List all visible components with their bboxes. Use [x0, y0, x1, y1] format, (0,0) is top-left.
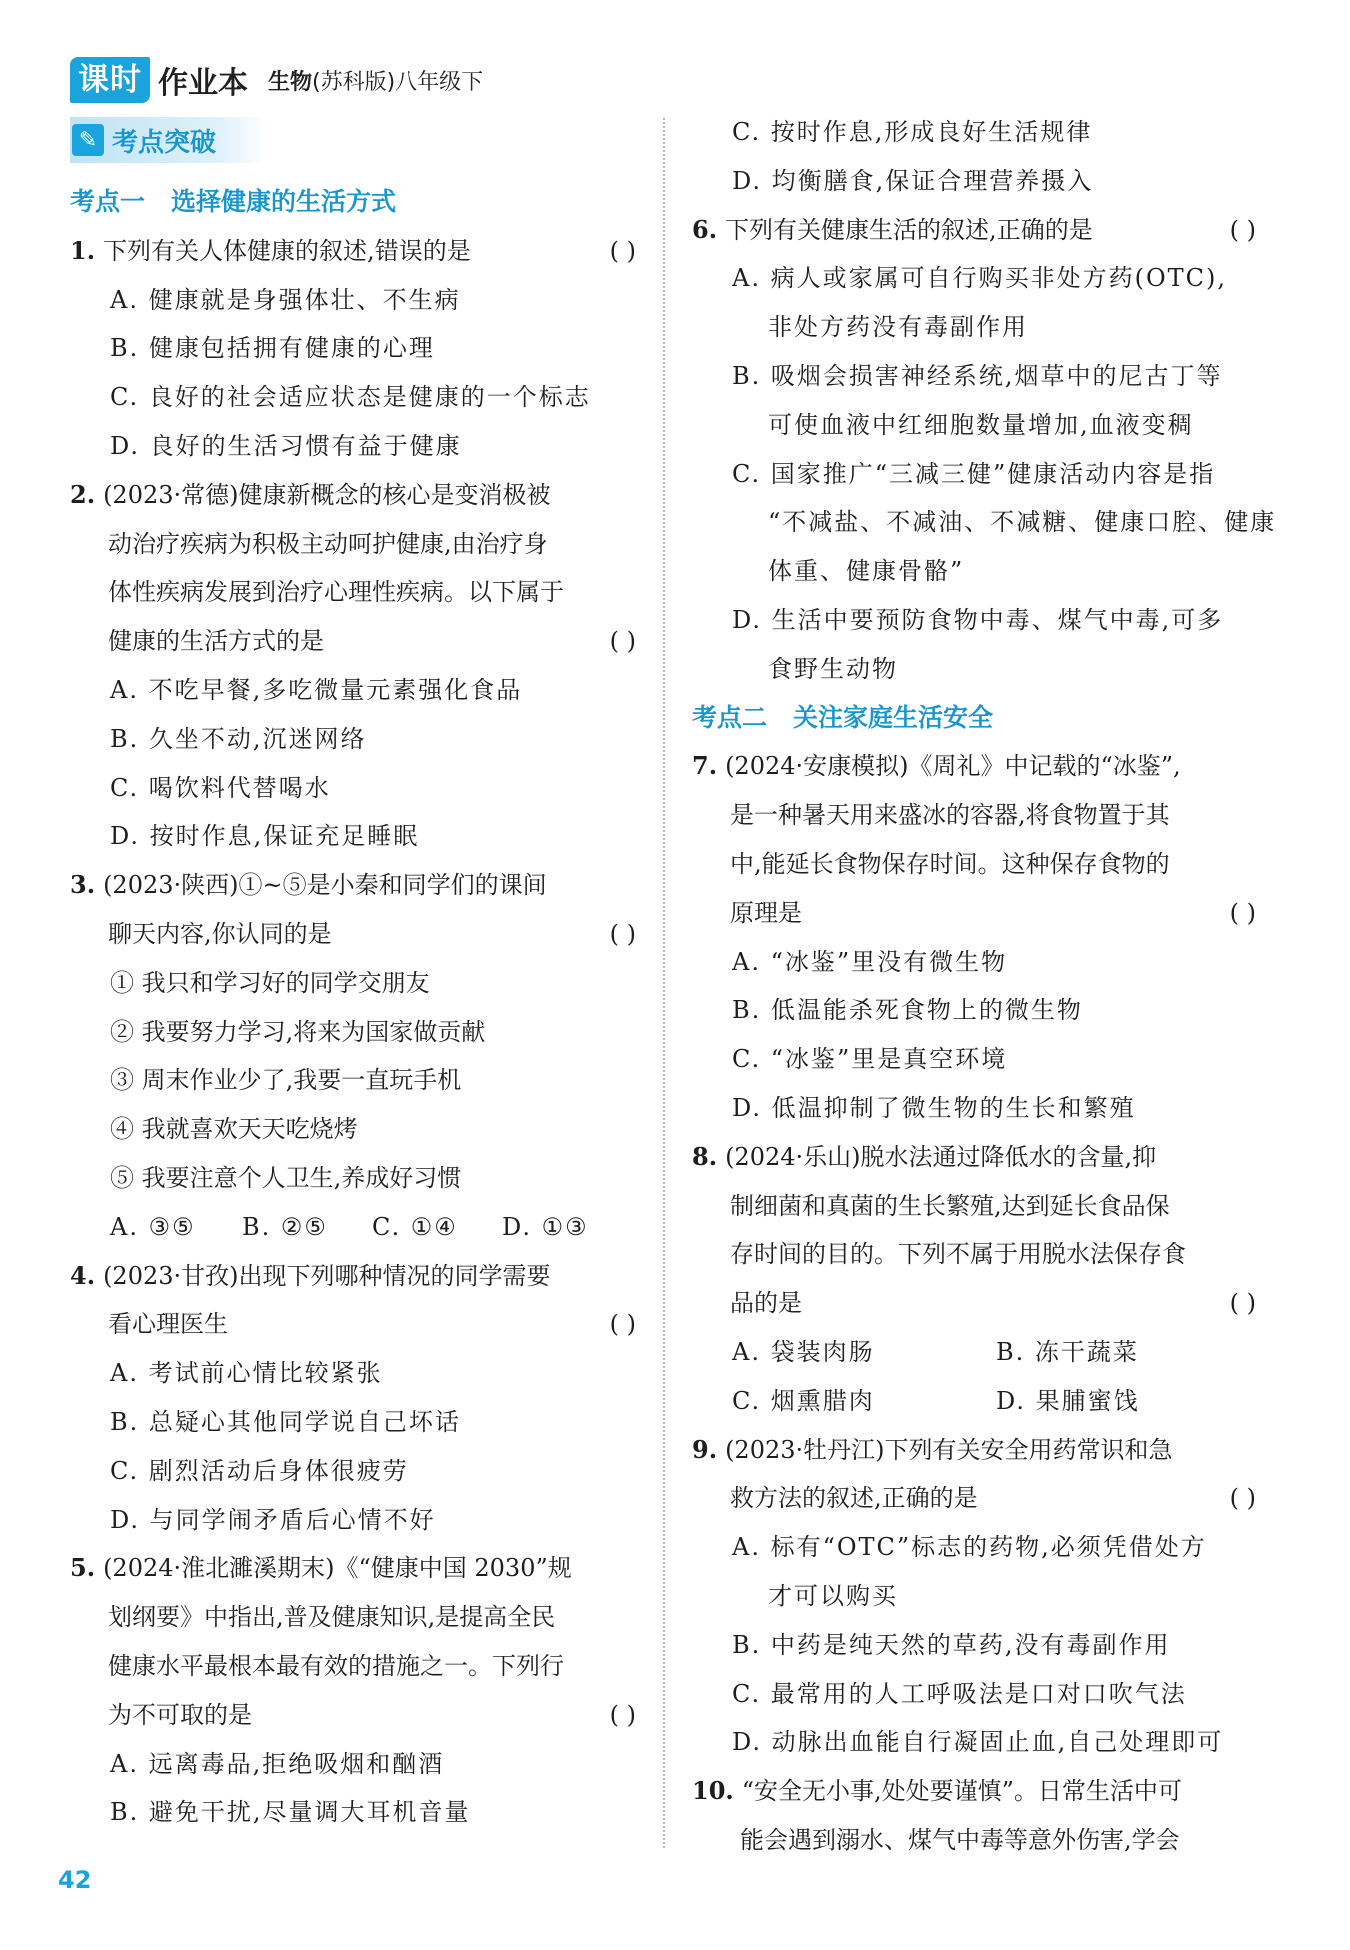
book-logo: 课时 — [70, 57, 150, 103]
option: D. 与同学闹矛盾后心情不好 — [110, 1505, 436, 1534]
question-stem: 8. (2024·乐山)脱水法通过降低水的含量,抑 — [692, 1141, 1157, 1171]
question-number: 7. — [692, 751, 718, 781]
option: A. 考试前心情比较紧张 — [110, 1359, 383, 1388]
option: C. 国家推广“三减三健”健康活动内容是指 — [732, 459, 1216, 488]
option: D. 生活中要预防食物中毒、煤气中毒,可多 — [732, 605, 1224, 634]
option: B. 冻干蔬菜 — [996, 1337, 1139, 1366]
answer-bracket: ( ) — [609, 236, 636, 265]
option: B. 健康包括拥有健康的心理 — [110, 334, 435, 363]
option-continuation: 非处方药没有毒副作用 — [768, 313, 1028, 342]
question-stem-line: 品的是 ( ) — [692, 1279, 1262, 1328]
option: D. 良好的生活习惯有益于健康 — [110, 431, 462, 460]
question-stem: 3. (2023·陕西)①~⑤是小秦和同学们的课间 — [70, 870, 547, 900]
question-stem: 4. (2023·甘孜)出现下列哪种情况的同学需要 — [70, 1260, 551, 1290]
option: A. 远离毒品,拒绝吸烟和酗酒 — [110, 1749, 445, 1778]
question-stem-line: 划纲要》中指出,普及健康知识,是提高全民 — [108, 1603, 556, 1632]
question-stem-line: 健康的生活方式的是 ( ) — [70, 617, 642, 666]
option: C. 烟熏腊肉 — [732, 1386, 875, 1415]
question-stem-line: 动治疗疾病为积极主动呵护健康,由治疗身 — [108, 529, 548, 558]
question-number: 10. — [692, 1776, 734, 1806]
column-divider — [663, 118, 665, 1848]
option: B. 久坐不动,沉迷网络 — [110, 724, 367, 753]
answer-bracket: ( ) — [1229, 1289, 1256, 1318]
answer-bracket: ( ) — [609, 1700, 636, 1729]
option: A. 袋装肉肠 — [732, 1337, 875, 1366]
option: B. 避免干扰,尽量调大耳机音量 — [110, 1798, 471, 1827]
question-stem: 7. (2024·安康模拟)《周礼》中记载的“冰鉴”, — [692, 751, 1181, 781]
question-number: 4. — [70, 1260, 96, 1290]
option: C. 喝饮料代替喝水 — [110, 773, 331, 802]
pencil-icon: ✎ — [72, 124, 104, 156]
option: B. ②⑤ — [242, 1212, 328, 1241]
question-stem-line: 中,能延长食物保存时间。这种保存食物的 — [730, 849, 1170, 878]
question-number: 8. — [692, 1141, 718, 1171]
answer-bracket: ( ) — [609, 627, 636, 656]
option: C. 良好的社会适应状态是健康的一个标志 — [110, 383, 591, 412]
left-column — [70, 178, 642, 1837]
option-continuation: 可使血液中红细胞数量增加,血液变稠 — [768, 410, 1194, 439]
option: B. 吸烟会损害神经系统,烟草中的尼古丁等 — [732, 361, 1223, 390]
book-header — [70, 55, 483, 105]
option: C. 按时作息,形成良好生活规律 — [732, 118, 1093, 146]
option: D. 均衡膳食,保证合理营养摄入 — [732, 166, 1094, 195]
statement-item: ① 我只和学习好的同学交朋友 — [110, 968, 430, 997]
question-stem-line: 能会遇到溺水、煤气中毒等意外伤害,学会 — [740, 1825, 1180, 1854]
option: D. 果脯蜜饯 — [996, 1386, 1140, 1415]
option: A. “冰鉴”里没有微生物 — [732, 947, 1008, 976]
question-stem: 5. (2024·淮北濉溪期末)《“健康中国 2030”规 — [70, 1553, 572, 1583]
statement-item: ② 我要努力学习,将来为国家做贡献 — [110, 1017, 486, 1046]
option: A. 病人或家属可自行购买非处方药(OTC), — [732, 264, 1227, 293]
question-stem-line: 存时间的目的。下列不属于用脱水法保存食 — [730, 1240, 1186, 1269]
question-stem-line: 看心理医生 ( ) — [70, 1300, 642, 1349]
option: D. 动脉出血能自行凝固止血,自己处理即可 — [732, 1728, 1224, 1757]
answer-bracket: ( ) — [609, 1310, 636, 1339]
question-stem-line: 制细菌和真菌的生长繁殖,达到延长食品保 — [730, 1191, 1170, 1220]
question-stem-line: 原理是 ( ) — [692, 889, 1262, 938]
option-continuation: “不减盐、不减油、不减糖、健康口腔、健康 — [768, 508, 1277, 537]
option: B. 低温能杀死食物上的微生物 — [732, 996, 1083, 1025]
question-stem-line: 为不可取的是 ( ) — [70, 1691, 642, 1740]
topic-title: 选择健康的生活方式 — [171, 187, 397, 216]
option-continuation: 食野生动物 — [768, 654, 898, 683]
book-logo-suffix: 作业本 — [158, 66, 248, 101]
option-continuation: 才可以购买 — [768, 1581, 898, 1610]
option: B. 中药是纯天然的草药,没有毒副作用 — [732, 1630, 1171, 1659]
answer-bracket: ( ) — [1229, 1484, 1256, 1513]
option: C. 最常用的人工呼吸法是口对口吹气法 — [732, 1679, 1187, 1708]
option-continuation: 体重、健康骨骼” — [768, 557, 965, 586]
question-stem-line: 聊天内容,你认同的是 ( ) — [70, 910, 642, 959]
question-number: 3. — [70, 870, 96, 900]
option-row — [692, 1377, 1262, 1426]
statement-item: ⑤ 我要注意个人卫生,养成好习惯 — [110, 1163, 462, 1192]
question-number: 6. — [692, 214, 718, 244]
option: D. ①③ — [502, 1212, 589, 1241]
question-stem-line: 健康水平最根本最有效的措施之一。下列行 — [108, 1651, 564, 1680]
page-number: 42 — [58, 1866, 92, 1894]
option: A. 健康就是身强体壮、不生病 — [110, 285, 461, 314]
topic-title: 关注家庭生活安全 — [793, 702, 994, 732]
answer-bracket: ( ) — [1229, 215, 1256, 244]
question-number: 9. — [692, 1434, 718, 1464]
topic-heading — [70, 178, 642, 227]
question-stem-line: 救方法的叙述,正确的是 ( ) — [692, 1474, 1262, 1523]
option: A. 不吃早餐,多吃微量元素强化食品 — [110, 675, 523, 704]
option-row — [692, 1328, 1262, 1377]
question-number: 5. — [70, 1553, 96, 1583]
topic-label: 考点二 — [692, 702, 768, 732]
option: D. 低温抑制了微生物的生长和繁殖 — [732, 1093, 1136, 1122]
right-column — [692, 108, 1277, 1865]
section-banner — [70, 117, 268, 163]
question-number: 2. — [70, 479, 96, 509]
question-stem-line: 体性疾病发展到治疗心理性疾病。以下属于 — [108, 578, 564, 607]
statement-item: ④ 我就喜欢天天吃烧烤 — [110, 1115, 358, 1144]
question-stem: 1. 下列有关人体健康的叙述,错误的是 ( ) — [70, 227, 642, 276]
topic-label: 考点一 — [70, 187, 146, 216]
question-stem-line: 是一种暑天用来盛冰的容器,将食物置于其 — [730, 801, 1170, 830]
option: A. 标有“OTC”标志的药物,必须凭借处方 — [732, 1533, 1207, 1562]
question-stem: 2. (2023·常德)健康新概念的核心是变消极被 — [70, 479, 551, 509]
option: C. “冰鉴”里是真空环境 — [732, 1045, 1008, 1074]
book-edition: (苏科版)八年级下 — [312, 69, 484, 95]
question-stem: 6. 下列有关健康生活的叙述,正确的是 ( ) — [692, 206, 1262, 255]
option: A. ③⑤ — [110, 1212, 196, 1241]
option: C. 剧烈活动后身体很疲劳 — [110, 1456, 409, 1485]
option-row — [70, 1203, 642, 1252]
option: C. ①④ — [372, 1212, 458, 1241]
book-subject: 生物 — [268, 69, 313, 95]
section-banner-title: 考点突破 — [112, 127, 217, 158]
question-stem: 10. “安全无小事,处处要谨慎”。日常生活中可 — [692, 1776, 1182, 1806]
statement-item: ③ 周末作业少了,我要一直玩手机 — [110, 1066, 462, 1095]
answer-bracket: ( ) — [609, 919, 636, 948]
topic-heading — [692, 694, 1262, 743]
option: D. 按时作息,保证充足睡眠 — [110, 822, 420, 851]
question-stem: 9. (2023·牡丹江)下列有关安全用药常识和急 — [692, 1434, 1173, 1464]
option: B. 总疑心其他同学说自己坏话 — [110, 1407, 461, 1436]
question-number: 1. — [70, 235, 96, 265]
answer-bracket: ( ) — [1229, 898, 1256, 927]
